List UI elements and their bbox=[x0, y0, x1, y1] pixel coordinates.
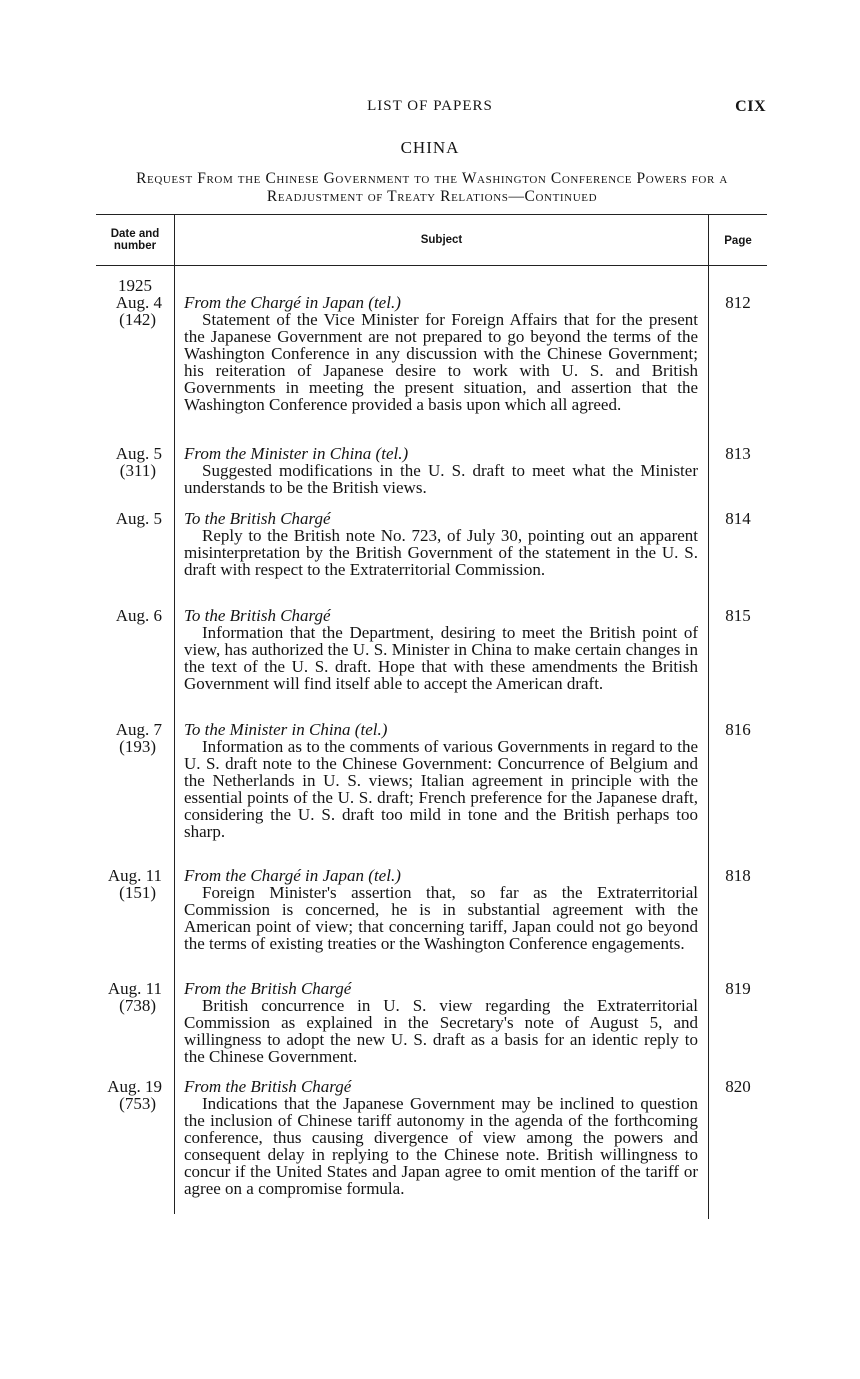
entry-from: To the British Chargé bbox=[184, 606, 331, 625]
entry-subject bbox=[184, 445, 698, 496]
entry-subject bbox=[184, 510, 698, 578]
entry-subject bbox=[184, 980, 698, 1065]
entry-page: 819 bbox=[725, 979, 751, 998]
entry-from: To the British Chargé bbox=[184, 509, 331, 528]
entry-page: 812 bbox=[725, 293, 751, 312]
year-label: 1925 bbox=[118, 276, 152, 295]
entry-from: From the Chargé in Japan (tel.) bbox=[184, 293, 401, 312]
column-divider-page bbox=[708, 214, 709, 1219]
entry-page: 813 bbox=[725, 444, 751, 463]
running-title: LIST OF PAPERS bbox=[367, 98, 493, 114]
entry-page: 814 bbox=[725, 509, 751, 528]
country-heading: CHINA bbox=[400, 138, 460, 157]
entry-page: 816 bbox=[725, 720, 751, 739]
header-subject: Subject bbox=[420, 234, 463, 246]
entry-date: Aug. 11 bbox=[107, 866, 162, 885]
entry-date: Aug. 11 bbox=[107, 979, 162, 998]
column-divider-date bbox=[174, 214, 175, 1214]
entry-description: Suggested modifications in the U. S. draft to meet what the Minister understands to be the British views. bbox=[184, 461, 698, 497]
entry-subject bbox=[184, 721, 698, 840]
papers-table bbox=[96, 214, 767, 1217]
entry-number: (151) bbox=[119, 883, 156, 902]
entry-page: 818 bbox=[725, 866, 751, 885]
entry-from: From the British Chargé bbox=[184, 1077, 352, 1096]
entry-description: British concurrence in U. S. view regarding the Extraterritorial Commission as explained in the Secretary's note of August 5, and willingness to adopt the new U. S. draft as a basis for an identic reply to the Chinese Government. bbox=[184, 996, 698, 1066]
entry-from: To the Minister in China (tel.) bbox=[184, 720, 388, 739]
table-header-rule bbox=[96, 265, 767, 266]
entry-number: (753) bbox=[119, 1094, 156, 1113]
header-date-number: Date and number bbox=[110, 228, 160, 252]
entry-date: Aug. 4 bbox=[115, 293, 162, 312]
table-top-rule bbox=[96, 214, 767, 215]
entry-number: (738) bbox=[119, 996, 156, 1015]
entry-from: From the Minister in China (tel.) bbox=[184, 444, 409, 463]
entry-from: From the Chargé in Japan (tel.) bbox=[184, 866, 401, 885]
entry-subject bbox=[184, 867, 698, 952]
entry-date: Aug. 6 bbox=[115, 606, 162, 625]
entry-description: Information as to the comments of various Governments in regard to the U. S. draft note to the Chinese Government: Concurrence of Belgium and the Netherlands in U. S. views; Italian agreement in principle with the essential points of the U. S. draft; French preference for the Japanese draft, considering the U. S. draft too mild in tone and the British perhaps too sharp. bbox=[184, 737, 698, 841]
entry-number: (193) bbox=[119, 737, 156, 756]
entry-description: Foreign Minister's assertion that, so far as the Extraterritorial Commission is concerned, he is in substantial agreement with the American point of view; that concerning tariff, Japan could not go beyond the terms of existing treaties or the Washington Conference engagements. bbox=[184, 883, 698, 953]
entry-date: Aug. 19 bbox=[107, 1077, 162, 1096]
entry-from: From the British Chargé bbox=[184, 979, 352, 998]
entry-date: Aug. 7 bbox=[115, 720, 162, 739]
running-head bbox=[0, 98, 860, 120]
entry-subject bbox=[184, 294, 698, 413]
entry-number: (311) bbox=[119, 461, 156, 480]
entry-description: Information that the Department, desiring to meet the British point of view, has authorized the U. S. Minister in China to make certain changes in the text of the U. S. draft. Hope that with these amendments the British Government will find itself able to accept the American draft. bbox=[184, 623, 698, 693]
entry-description: Statement of the Vice Minister for Foreign Affairs that for the present the Japanese Government are not prepared to go beyond the terms of the Washington Conference in any discussion with the Chinese Government; his reiteration of Japanese desire to work with U. S. and British Governments in meeting the present situation, and assertion that the Washington Conference provided a basis upon which all agreed. bbox=[184, 310, 698, 414]
entry-number: (142) bbox=[119, 310, 156, 329]
entry-description: Reply to the British note No. 723, of July 30, pointing out an apparent misinterpretation by the British Government of the statement in the U. S. draft with respect to the Extraterritorial Commission. bbox=[184, 526, 698, 579]
entry-page: 815 bbox=[725, 606, 751, 625]
page-number-roman: CIX bbox=[735, 98, 766, 115]
entry-date: Aug. 5 bbox=[115, 444, 162, 463]
entry-page: 820 bbox=[725, 1077, 751, 1096]
section-title: Request From the Chinese Government to the Washington Conference Powers for a Readjustment of Treaty Relations—Continued bbox=[136, 170, 728, 205]
entry-date: Aug. 5 bbox=[115, 509, 162, 528]
entry-description: Indications that the Japanese Government may be inclined to question the inclusion of Chinese tariff autonomy in the agenda of the forthcoming conference, thus causing divergence of view among the powers and consequent delay in replying to the Chinese note. British willingness to concur if the United States and Japan agree to omit mention of the tariff or agree on a compromise formula. bbox=[184, 1094, 698, 1198]
header-page: Page bbox=[724, 235, 752, 247]
entry-subject bbox=[184, 607, 698, 692]
entry-subject bbox=[184, 1078, 698, 1197]
